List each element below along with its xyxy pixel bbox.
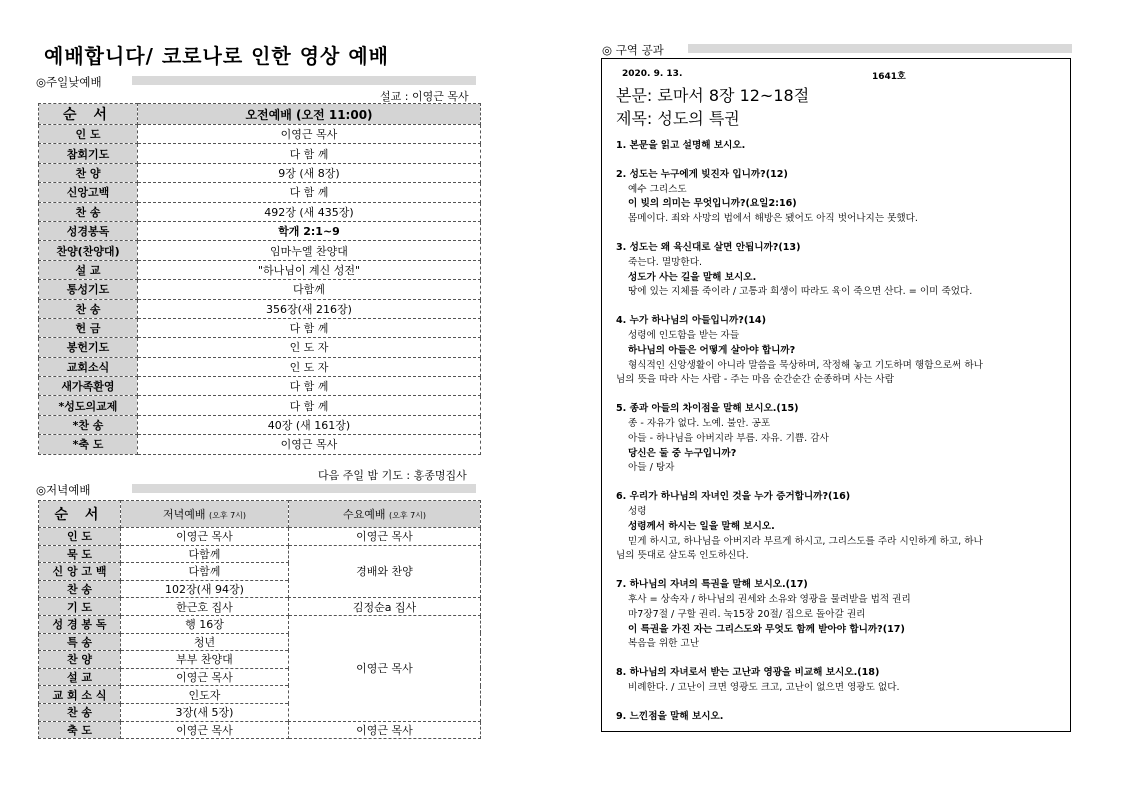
study-line: 3. 성도는 왜 육신대로 살면 안됩니까?(13) xyxy=(616,241,801,253)
table-row xyxy=(39,241,481,260)
order-item: 성경봉독 xyxy=(39,221,138,240)
order-item: 교 회 소 식 xyxy=(39,686,121,704)
wednesday-value: 이영근 목사 xyxy=(289,721,481,739)
table-row xyxy=(39,144,481,163)
study-line: 9. 느낀점을 말해 보시오. xyxy=(616,710,724,722)
wednesday-merged-value: 이영근 목사 xyxy=(289,615,481,721)
study-line: 당신은 둘 중 누구입니까? xyxy=(628,447,737,459)
table-row xyxy=(39,318,481,337)
order-value: 이영근 목사 xyxy=(138,435,481,454)
sermon-by: 설교 : 이영근 목사 xyxy=(380,90,469,103)
order-value: 학개 2:1~9 xyxy=(138,221,481,240)
study-line: 2. 성도는 누구에게 빚진자 입니까?(12) xyxy=(616,168,788,180)
study-line: 성령에 인도함을 받는 자들 xyxy=(628,329,740,341)
order-value: 다 함 께 xyxy=(138,377,481,396)
order-value: 다 함 께 xyxy=(138,144,481,163)
order-value: 492장 (새 435장) xyxy=(138,202,481,221)
sunday-section-title: ◎주일낮예배 xyxy=(36,75,102,89)
subject: 제목: 성도의 특권 xyxy=(616,109,740,128)
section-bar xyxy=(132,484,476,493)
order-value: 356장(새 216장) xyxy=(138,299,481,318)
order-item: 찬 양 xyxy=(39,651,121,669)
order-header: 순 서 xyxy=(39,104,138,125)
order-item: 찬 송 xyxy=(39,202,138,221)
table-row xyxy=(39,183,481,202)
order-value: 다 함 께 xyxy=(138,183,481,202)
study-line: 성령께서 하시는 일을 말해 보시오. xyxy=(628,520,775,532)
order-item: 찬 양 xyxy=(39,163,138,182)
header-main: 수요예배 xyxy=(342,508,386,521)
order-item: 통성기도 xyxy=(39,280,138,299)
order-item: 특 송 xyxy=(39,633,121,651)
evening-value: 다함께 xyxy=(121,563,289,581)
table-row xyxy=(39,163,481,182)
wednesday-service-header xyxy=(289,501,481,528)
section-bar xyxy=(688,44,1072,53)
header-time: (오후 7시) xyxy=(388,511,427,520)
study-line: 아들 - 하나님을 아버지라 부름. 자유. 기쁨. 감사 xyxy=(628,432,829,444)
header-main: 저녁예배 xyxy=(162,508,206,521)
study-line: 죽는다. 멸망한다. xyxy=(628,256,703,268)
study-line: 님의 뜻을 따라 사는 사람 - 주는 마음 순간순간 순종하며 사는 사람 xyxy=(616,374,894,386)
evening-value: 한근호 집사 xyxy=(121,598,289,616)
order-item: 봉헌기도 xyxy=(39,338,138,357)
next-prayer: 다음 주일 밤 기도 : 홍종명집사 xyxy=(318,469,467,482)
order-item: 설 교 xyxy=(39,668,121,686)
order-value: 다함께 xyxy=(138,280,481,299)
morning-service-header: 오전예배 (오전 11:00) xyxy=(138,104,481,125)
page-title: 예배합니다/ 코로나로 인한 영상 예배 xyxy=(44,44,389,68)
table-row xyxy=(39,721,481,739)
table-row xyxy=(39,615,481,633)
order-item: 설 교 xyxy=(39,260,138,279)
order-item: 신 앙 고 백 xyxy=(39,563,121,581)
table-row xyxy=(39,338,481,357)
order-item: 찬 송 xyxy=(39,703,121,721)
evening-value: 행 16장 xyxy=(121,615,289,633)
order-value: 40장 (새 161장) xyxy=(138,415,481,434)
study-line: 이 빚의 의미는 무엇입니까?(요일2:16) xyxy=(628,198,797,210)
table-row xyxy=(39,545,481,563)
study-line: 복음을 위한 고난 xyxy=(628,638,699,650)
study-line: 5. 종과 아들의 차이점을 말해 보시오.(15) xyxy=(616,403,799,415)
study-line: 몸메이다. 죄와 사망의 법에서 해방은 됐어도 아직 벗어나지는 못했다. xyxy=(628,213,918,225)
order-value: 이영근 목사 xyxy=(138,125,481,144)
table-row xyxy=(39,260,481,279)
order-value: 9장 (새 8장) xyxy=(138,163,481,182)
study-line: 예수 그리스도 xyxy=(628,183,687,195)
order-item: 참회기도 xyxy=(39,144,138,163)
order-item: 헌 금 xyxy=(39,318,138,337)
study-line: 형식적인 신앙생활이 아니라 말씀을 묵상하며, 작정해 놓고 기도하며 행함으로써 하나 xyxy=(628,359,983,371)
study-line: 후사 = 상속자 / 하나님의 권세와 소유와 영광을 물려받을 법적 권리 xyxy=(628,593,911,605)
study-line: 6. 우리가 하나님의 자녀인 것을 누가 증거합니까?(16) xyxy=(616,491,851,503)
study-line: 땅에 있는 지체를 죽이라 / 고통과 희생이 따라도 육이 죽으면 산다. = 이미 죽었다. xyxy=(628,286,973,298)
table-row xyxy=(39,435,481,454)
evening-service-header xyxy=(121,501,289,528)
table-header-row xyxy=(39,501,481,528)
study-line: 님의 뜻대로 살도록 인도하신다. xyxy=(616,550,749,562)
order-value: 다 함 께 xyxy=(138,396,481,415)
table-row xyxy=(39,280,481,299)
study-date: 2020. 9. 13. xyxy=(622,69,683,79)
evening-value: 3장(새 5장) xyxy=(121,703,289,721)
study-line: 성령 xyxy=(628,505,647,517)
study-line: 8. 하나님의 자녀로서 받는 고난과 영광을 비교해 보시오.(18) xyxy=(616,667,880,679)
study-box xyxy=(601,58,1071,732)
order-item: 찬양(찬양대) xyxy=(39,241,138,260)
order-item: 교회소식 xyxy=(39,357,138,376)
evening-value: 청년 xyxy=(121,633,289,651)
order-item: 인 도 xyxy=(39,125,138,144)
table-row xyxy=(39,202,481,221)
order-value: 인 도 자 xyxy=(138,338,481,357)
evening-value: 이영근 목사 xyxy=(121,528,289,546)
study-questions xyxy=(616,139,1062,725)
evening-value: 이영근 목사 xyxy=(121,668,289,686)
header-time: (오후 7시) xyxy=(208,511,247,520)
order-header: 순 서 xyxy=(39,501,121,528)
study-line: 비례한다. / 고난이 크면 영광도 크고, 고난이 없으면 영광도 없다. xyxy=(628,681,900,693)
evening-value: 다함께 xyxy=(121,545,289,563)
wednesday-value: 김정순a 집사 xyxy=(289,598,481,616)
wednesday-value: 이영근 목사 xyxy=(289,528,481,546)
table-row xyxy=(39,415,481,434)
study-line: 7. 하나님의 자녀의 특권을 말해 보시오.(17) xyxy=(616,579,808,591)
table-row xyxy=(39,221,481,240)
study-line: 성도가 사는 길을 말해 보시오. xyxy=(628,271,757,283)
order-item: 기 도 xyxy=(39,598,121,616)
table-row xyxy=(39,357,481,376)
evening-service-table xyxy=(38,500,481,739)
order-item: 신앙고백 xyxy=(39,183,138,202)
study-line: 아들 / 탕자 xyxy=(628,462,675,474)
order-value: 임마누엘 찬양대 xyxy=(138,241,481,260)
study-line: 마7장7절 / 구할 권리. 눅15장 20절/ 집으로 돌아갈 권리 xyxy=(628,608,866,620)
study-line: 하나님의 아들은 어떻게 살아야 합니까? xyxy=(628,344,796,356)
table-row xyxy=(39,396,481,415)
table-row xyxy=(39,377,481,396)
evening-section-title: ◎저녁예배 xyxy=(36,483,91,497)
order-item: *축 도 xyxy=(39,435,138,454)
order-value: "하나님이 계신 성전" xyxy=(138,260,481,279)
wednesday-merged-value: 경배와 찬양 xyxy=(289,545,481,598)
study-section-title: ◎ 구역 공과 xyxy=(602,43,664,57)
sunday-service-table xyxy=(38,103,481,455)
order-value: 인 도 자 xyxy=(138,357,481,376)
study-line: 믿게 하시고, 하나님을 아버지라 부르게 하시고, 그리스도를 주라 시인하게 하고, 하나 xyxy=(628,535,983,547)
scripture: 본문: 로마서 8장 12~18절 xyxy=(616,86,810,105)
order-item: 인 도 xyxy=(39,528,121,546)
table-header-row xyxy=(39,104,481,125)
study-line: 종 - 자유가 없다. 노예. 불안. 공포 xyxy=(628,417,771,429)
evening-value: 102장(새 94장) xyxy=(121,580,289,598)
order-item: 찬 송 xyxy=(39,299,138,318)
table-row xyxy=(39,299,481,318)
evening-value: 인도자 xyxy=(121,686,289,704)
order-item: 축 도 xyxy=(39,721,121,739)
order-item: 새가족환영 xyxy=(39,377,138,396)
issue-number: 1641호 xyxy=(872,72,906,82)
order-item: 성 경 봉 독 xyxy=(39,615,121,633)
order-item: 찬 송 xyxy=(39,580,121,598)
study-line: 1. 본문을 읽고 설명해 보시오. xyxy=(616,140,746,151)
table-row xyxy=(39,125,481,144)
study-line: 이 특권을 가진 자는 그리스도와 무엇도 함께 받아야 합니까?(17) xyxy=(628,623,905,635)
order-item: *성도의교제 xyxy=(39,396,138,415)
order-value: 다 함 께 xyxy=(138,318,481,337)
table-row xyxy=(39,528,481,546)
order-item: *찬 송 xyxy=(39,415,138,434)
section-bar xyxy=(132,76,476,85)
study-line: 4. 누가 하나님의 아들입니까?(14) xyxy=(616,315,766,327)
order-item: 묵 도 xyxy=(39,545,121,563)
evening-value: 이영근 목사 xyxy=(121,721,289,739)
evening-value: 부부 찬양대 xyxy=(121,651,289,669)
table-row xyxy=(39,598,481,616)
